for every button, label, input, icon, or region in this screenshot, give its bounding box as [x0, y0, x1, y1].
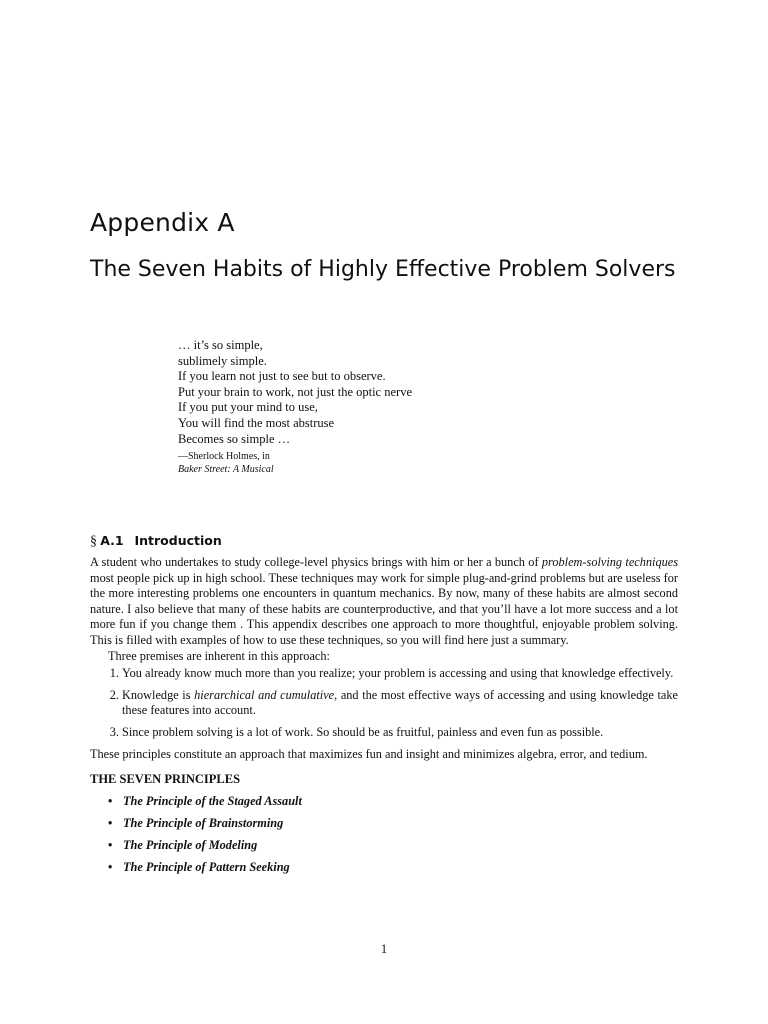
section-heading [90, 533, 222, 550]
chapter-label: Appendix A [90, 208, 235, 237]
premise-item [122, 688, 678, 719]
premise-item [122, 725, 678, 741]
attribution-work: Baker Street: A Musical [178, 463, 274, 475]
page-number: 1 [380, 942, 388, 956]
principle-item [108, 860, 678, 876]
bullet-icon: • [108, 815, 113, 830]
conclusion-paragraph: These principles constitute an approach that maximizes fun and insight and minimizes algebra, error, and tedium. [90, 746, 648, 761]
bullet-icon: • [108, 860, 113, 874]
epigraph-line: sublimely simple. [178, 353, 267, 368]
epigraph-line: Becomes so simple … [178, 431, 291, 446]
epigraph-line: If you put your mind to use, [178, 400, 318, 415]
principle-text: The Principle of the Staged Assault [123, 793, 302, 808]
premise-text: You already know much more than you realize; your problem is accessing and using that knowledge effectively. [122, 666, 674, 681]
section-title: Introduction [134, 533, 222, 548]
premise-emphasis: hierarchical and cumulative [194, 687, 335, 702]
epigraph-attribution [178, 451, 412, 476]
intro-paragraph [90, 555, 678, 649]
principle-text: The Principle of Pattern Seeking [123, 860, 290, 874]
principle-item [108, 793, 678, 810]
premise-item [122, 666, 678, 682]
principle-item [108, 837, 678, 854]
attribution-author: —Sherlock Holmes, in [178, 451, 270, 463]
section-number: A.1 [100, 533, 124, 548]
principle-text: The Principle of Modeling [123, 837, 258, 852]
bullet-icon: • [108, 793, 113, 808]
premises-intro: Three premises are inherent in this approach: [108, 648, 330, 663]
epigraph-line: … it’s so simple, [178, 338, 263, 352]
premise-text: Knowledge is [122, 687, 195, 702]
chapter-title: The Seven Habits of Highly Effective Problem Solvers [90, 257, 676, 282]
epigraph-line: You will find the most abstruse [178, 415, 335, 430]
premise-text-continued: , and the most effective ways of accessing and using knowledge take these features into account. [122, 687, 678, 718]
section-body [90, 555, 678, 882]
section-symbol: § [90, 534, 97, 549]
intro-text: A student who undertakes to study college-level physics brings with him or her a bunch of [90, 555, 542, 569]
principle-text: The Principle of Brainstorming [123, 815, 284, 830]
epigraph-line: Put your brain to work, not just the optic nerve [178, 384, 412, 399]
principles-heading: THE SEVEN PRINCIPLES [90, 772, 241, 787]
premises-list [90, 666, 678, 740]
epigraph [178, 338, 412, 476]
intro-emphasis: problem-solving techniques [541, 555, 678, 569]
intro-text-continued: most people pick up in high school. These techniques may work for simple plug-and-grind problems but are useless for the more interesting problems one encounters in quantum mechanics. By now, many of these habits are almost second nature. I also believe that many of these habits are counterproductive, and that you’ll have a lot more success and a lot more fun if you change them . This appendix describes one approach to more thoughtful, enjoyable problem solving. This is filled with examples of how to use these techniques, so you will find here just a summary. [90, 570, 678, 647]
bullet-icon: • [108, 837, 113, 852]
epigraph-line: If you learn not just to see but to observe. [178, 369, 386, 384]
principle-item [108, 815, 678, 832]
principles-list [90, 794, 678, 876]
premise-text: Since problem solving is a lot of work. So should be as fruitful, painless and even fun as possible. [122, 724, 604, 739]
